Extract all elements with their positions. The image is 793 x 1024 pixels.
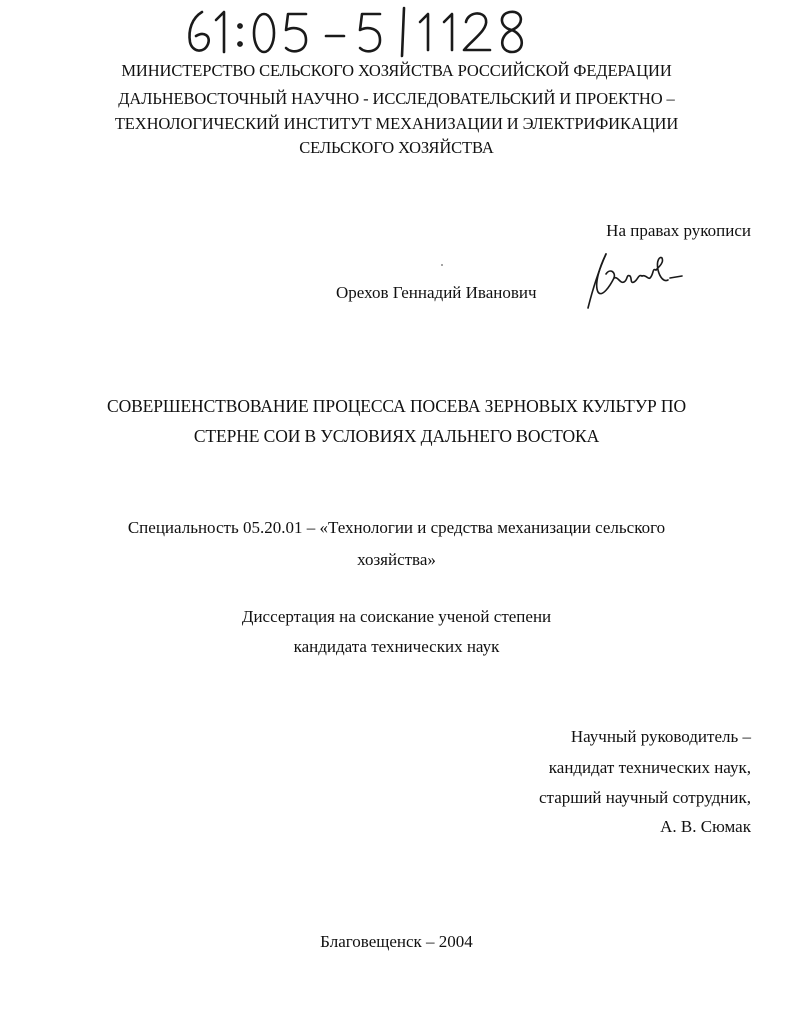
handwritten-archive-code xyxy=(182,6,542,58)
manuscript-rights-label: На правах рукописи xyxy=(606,221,751,240)
supervisor-line-1: Научный руководитель – xyxy=(570,727,751,746)
institution-line-1: МИНИСТЕРСТВО СЕЛЬСКОГО ХОЗЯЙСТВА РОССИЙСКОЙ ФЕДЕРАЦИИ xyxy=(121,61,672,80)
institution-line-4: СЕЛЬСКОГО ХОЗЯЙСТВА xyxy=(299,138,494,157)
supervisor-line-3: старший научный сотрудник, xyxy=(539,788,751,807)
institution-line-2: ДАЛЬНЕВОСТОЧНЫЙ НАУЧНО - ИССЛЕДОВАТЕЛЬСКИЙ И ПРОЕКТНО – xyxy=(118,89,675,108)
scan-speck xyxy=(441,264,443,266)
supervisor-name: А. В. Сюмак xyxy=(660,817,751,836)
institution-line-3: ТЕХНОЛОГИЧЕСКИЙ ИНСТИТУТ МЕХАНИЗАЦИИ И ЭЛЕКТРИФИКАЦИИ xyxy=(114,114,679,133)
specialty-line-1: Специальность 05.20.01 – «Технологии и средства механизации сельского xyxy=(127,518,666,537)
title-line-1: СОВЕРШЕНСТВОВАНИЕ ПРОЦЕССА ПОСЕВА ЗЕРНОВЫХ КУЛЬТУР ПО xyxy=(107,396,686,416)
supervisor-line-2: кандидат технических наук, xyxy=(548,758,751,777)
degree-line-2: кандидата технических наук xyxy=(293,637,500,656)
author-name: Орехов Геннадий Иванович xyxy=(336,283,537,302)
place-and-year: Благовещенск – 2004 xyxy=(320,932,473,951)
degree-line-1: Диссертация на соискание ученой степени xyxy=(241,607,552,626)
specialty-line-2: хозяйства» xyxy=(357,550,436,569)
author-signature xyxy=(584,248,684,310)
title-line-2: СТЕРНЕ СОИ В УСЛОВИЯХ ДАЛЬНЕГО ВОСТОКА xyxy=(193,426,600,446)
